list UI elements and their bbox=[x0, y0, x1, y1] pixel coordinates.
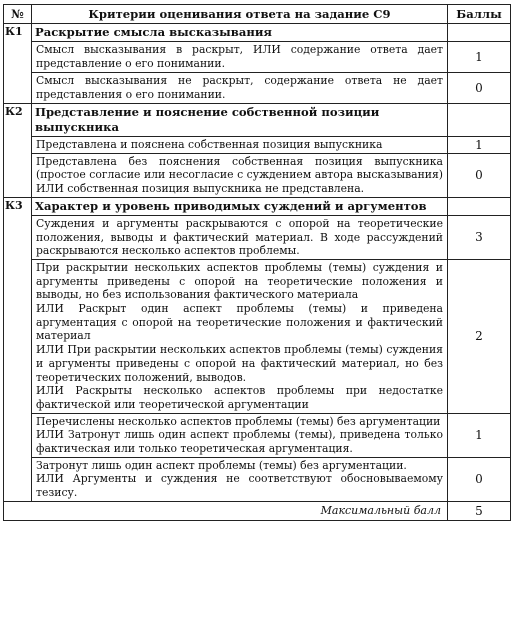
table-row bbox=[4, 457, 511, 501]
k1-row-1-text: Смысл высказывания в раскрыт, ИЛИ содержание ответа дает представление о его понимании. bbox=[32, 42, 448, 73]
table-row bbox=[4, 259, 511, 413]
k3-row-3-line-2: ИЛИ Затронут лишь один аспект проблемы (темы), приведена только фактическая или только теоретическая аргументация. bbox=[36, 428, 443, 456]
k2-row-1-score: 1 bbox=[448, 137, 511, 154]
k1-row-2-text: Смысл высказывания не раскрыт, содержание ответа не дает представления о его понимании. bbox=[32, 73, 448, 104]
table-row bbox=[4, 42, 511, 73]
k2-row-1-text: Представлена и пояснена собственная позиция выпускника bbox=[32, 137, 448, 154]
k2-row-2-score: 0 bbox=[448, 153, 511, 197]
k3-row-1-score: 3 bbox=[448, 215, 511, 259]
max-score-value: 5 bbox=[448, 501, 511, 520]
k3-title-score-cell bbox=[448, 197, 511, 215]
k3-row-4-text bbox=[32, 457, 448, 501]
criteria-table bbox=[3, 4, 511, 521]
table-row bbox=[4, 153, 511, 197]
k3-row-3-line-1: Перечислены несколько аспектов проблемы (темы) без аргументации bbox=[36, 414, 441, 428]
k3-row-4-score: 0 bbox=[448, 457, 511, 501]
k3-row-1-line-1: Суждения и аргументы раскрываются с опорой на теоретические положения, выводы и фактический материал. В ходе рассуждений раскрываются несколько аспектов проблемы. bbox=[36, 216, 443, 258]
k3-row-4-line-1: Затронут лишь один аспект проблемы (темы) без аргументации. bbox=[36, 458, 407, 472]
k3-row-1-text bbox=[32, 215, 448, 259]
k2-title-row bbox=[4, 104, 511, 137]
header-criteria: Критерии оценивания ответа на задание С9 bbox=[32, 5, 448, 24]
k2-row-2-text: Представлена без пояснения собственная позиция выпускника (простое согласие или несогласие с суждением автора высказывания) ИЛИ собственная позиция выпускника не представлена. bbox=[32, 153, 448, 197]
k3-row-3-text bbox=[32, 413, 448, 457]
k3-row-2-line-1: При раскрытии нескольких аспектов проблемы (темы) суждения и аргументы приведены с опорой на теоретические положения и выводы, но без использования фактического материала bbox=[36, 260, 443, 302]
table-row bbox=[4, 137, 511, 154]
k1-row-1-score: 1 bbox=[448, 42, 511, 73]
k3-row-2-score: 2 bbox=[448, 259, 511, 413]
header-points: Баллы bbox=[448, 5, 511, 24]
k3-row-2-text bbox=[32, 259, 448, 413]
k1-title-score-cell bbox=[448, 24, 511, 42]
k2-code: К2 bbox=[4, 104, 32, 198]
max-score-row bbox=[4, 501, 511, 520]
k1-title: Раскрытие смысла высказывания bbox=[32, 24, 448, 42]
k3-code: К3 bbox=[4, 197, 32, 501]
k1-row-2-score: 0 bbox=[448, 73, 511, 104]
k2-title-score-cell bbox=[448, 104, 511, 137]
k3-row-2-line-3: ИЛИ При раскрытии нескольких аспектов проблемы (темы) суждения и аргументы приведены с опорой на фактический материал, но без теоретических положений, выводов. bbox=[36, 343, 443, 384]
k3-row-2-line-4: ИЛИ Раскрыты несколько аспектов проблемы при недостатке фактической или теоретической аргументации bbox=[36, 384, 443, 411]
k3-row-4-line-2: ИЛИ Аргументы и суждения не соответствуют обосновываемому тезису. bbox=[36, 472, 443, 500]
k3-title-row bbox=[4, 197, 511, 215]
max-score-label: Максимальный балл bbox=[4, 501, 448, 520]
k3-title: Характер и уровень приводимых суждений и аргументов bbox=[32, 197, 448, 215]
criteria-document bbox=[3, 4, 510, 614]
table-header-row bbox=[4, 5, 511, 24]
table-row bbox=[4, 215, 511, 259]
table-row bbox=[4, 413, 511, 457]
table-row bbox=[4, 73, 511, 104]
k3-row-3-score: 1 bbox=[448, 413, 511, 457]
k1-code: К1 bbox=[4, 24, 32, 104]
k2-title: Представление и пояснение собственной позиции выпускника bbox=[32, 104, 448, 137]
k3-row-2-line-2: ИЛИ Раскрыт один аспект проблемы (темы) и приведена аргументация с опорой на теоретические положения и фактический материал bbox=[36, 302, 443, 343]
k1-title-row bbox=[4, 24, 511, 42]
header-num: № bbox=[4, 5, 32, 24]
